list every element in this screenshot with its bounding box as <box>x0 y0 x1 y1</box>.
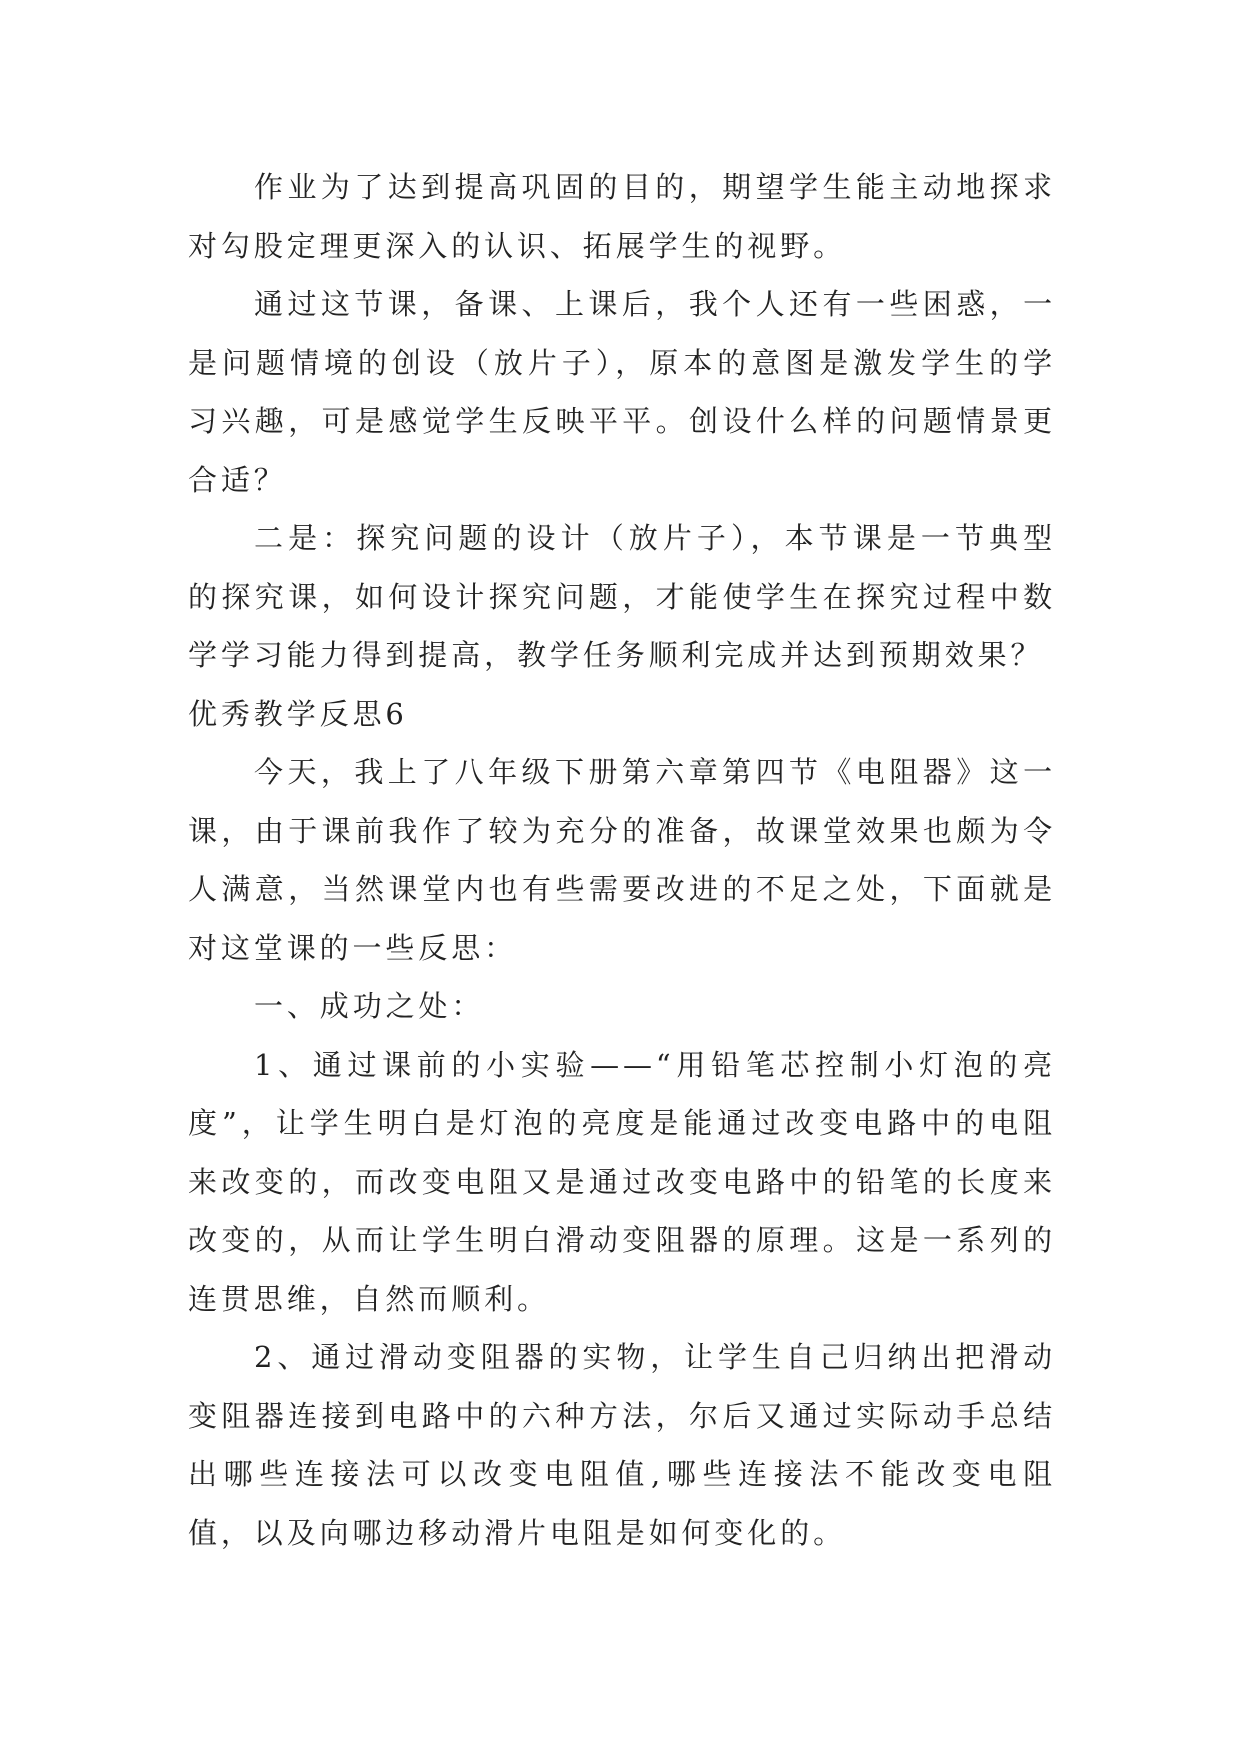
paragraph-confusion-one: 通过这节课，备课、上课后，我个人还有一些困惑，一是问题情境的创设（放片子），原本的意图是激发学生的学习兴趣，可是感觉学生反映平平。创设什么样的问题情景更合适？ <box>188 287 1056 497</box>
paragraph-point-two: 2、通过滑动变阻器的实物，让学生自己归纳出把滑动变阻器连接到电路中的六种方法，尔后又通过实际动手总结出哪些连接法可以改变电阻值,哪些连接法不能改变电阻值，以及向哪边移动滑片电阻是如何变化的。 <box>188 1340 1056 1550</box>
paragraph-intro: 今天，我上了八年级下册第六章第四节《电阻器》这一课，由于课前我作了较为充分的准备，故课堂效果也颇为令人满意，当然课堂内也有些需要改进的不足之处，下面就是对这堂课的一些反思： <box>188 755 1056 965</box>
paragraph-homework: 作业为了达到提高巩固的目的，期望学生能主动地探求对勾股定理更深入的认识、拓展学生的视野。 <box>188 170 1056 263</box>
section-heading: 优秀教学反思6 <box>188 696 408 731</box>
paragraph-point-one: 1、通过课前的小实验——“用铅笔芯控制小灯泡的亮度”，让学生明白是灯泡的亮度是能通过改变电路中的电阻来改变的，而改变电阻又是通过改变电路中的铅笔的长度来改变的，从而让学生明白滑动变阻器的原理。这是一系列的连贯思维，自然而顺利。 <box>188 1047 1056 1316</box>
paragraph-success-heading: 一、成功之处： <box>254 989 485 1023</box>
paragraph-confusion-two: 二是：探究问题的设计（放片子），本节课是一节典型的探究课，如何设计探究问题，才能使学生在探究过程中数学学习能力得到提高，教学任务顺利完成并达到预期效果？ <box>188 521 1056 672</box>
document-page <box>188 158 1056 1562</box>
